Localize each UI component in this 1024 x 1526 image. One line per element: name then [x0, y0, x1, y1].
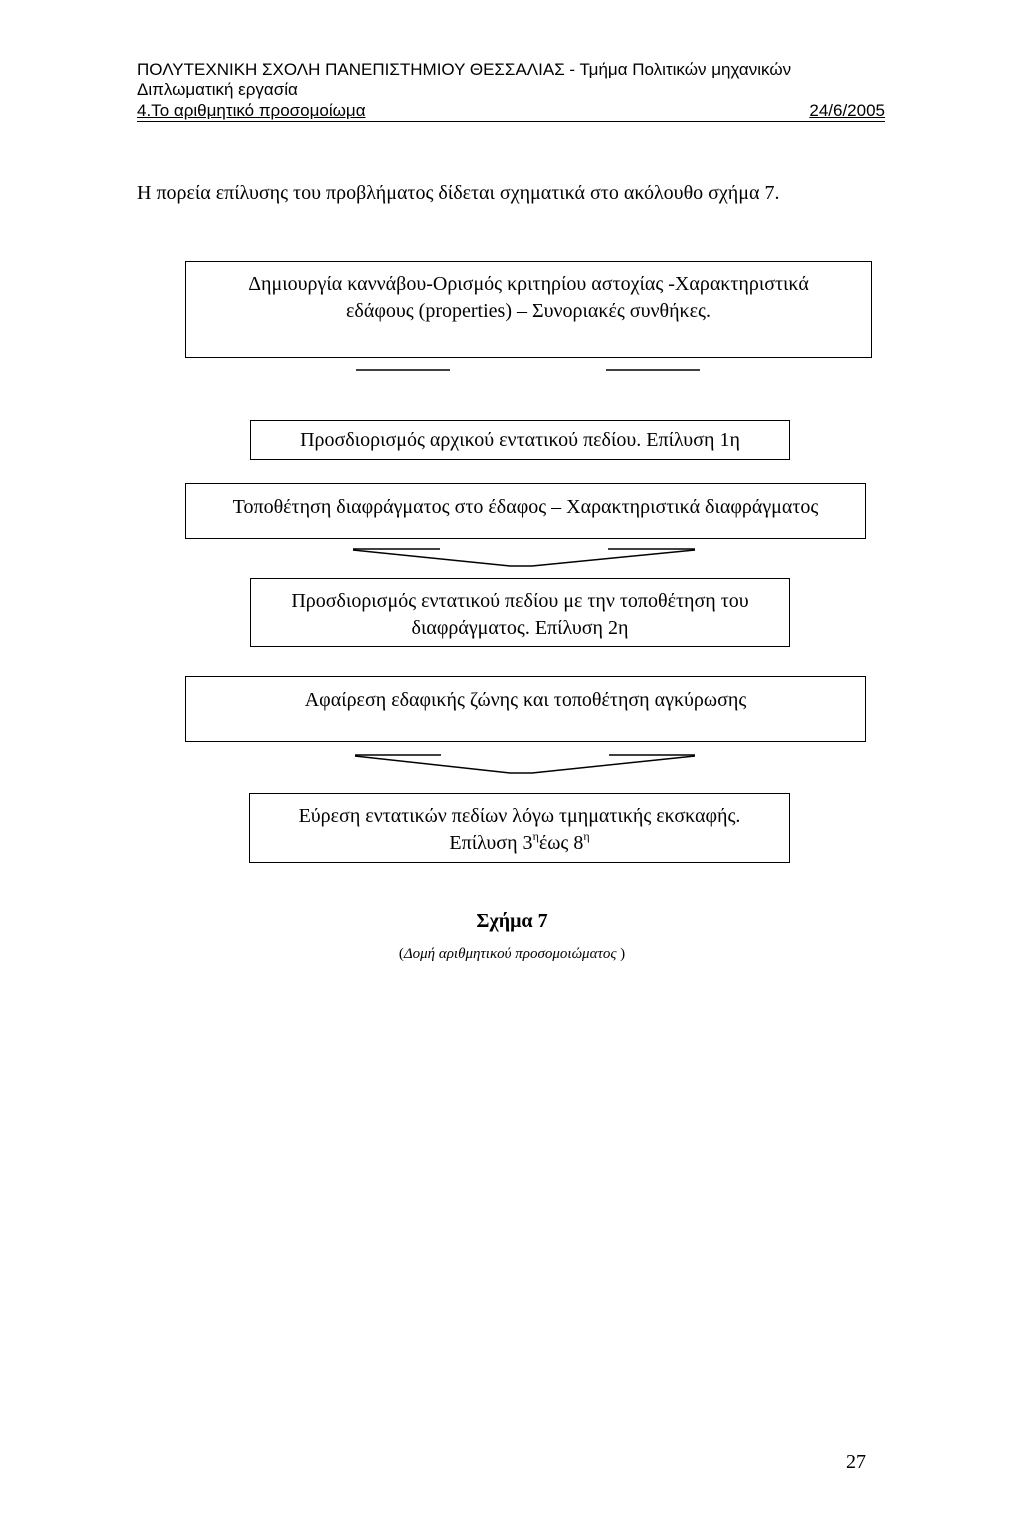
header-institution: ΠΟΛΥΤΕΧΝΙΚΗ ΣΧΟΛΗ ΠΑΝΕΠΙΣΤΗΜΙΟΥ ΘΕΣΣΑΛΙΑΣ - Τμήμα Πολιτικών μηχανικών: [137, 60, 792, 79]
figure-caption: [0, 944, 1024, 964]
flow-step-stress-with-wall: [250, 578, 790, 647]
flow-step-initial-stress: [250, 420, 790, 460]
funnel-arrow-2: [355, 755, 695, 773]
funnel-arrow-1: [353, 549, 695, 566]
flow-step-text: Προσδιορισμός αρχικού εντατικού πεδίου. Επίλυση 1η: [300, 429, 740, 451]
superscript: η: [583, 829, 590, 843]
flow-step-wall-placement: [185, 483, 866, 539]
superscript: η: [532, 829, 539, 843]
header-thesis-type: Διπλωματική εργασία: [137, 80, 298, 99]
flow-step-text: Εύρεση εντατικών πεδίων λόγω τμηματικής εκσκαφής.: [298, 805, 741, 827]
caption-paren: ): [616, 946, 626, 962]
header-section-title: 4.Το αριθμητικό προσομοίωμα: [137, 101, 366, 120]
flow-step-text: εδάφους (properties) – Συνοριακές συνθήκες.: [346, 300, 711, 322]
flow-step-staged-excavation: [249, 793, 790, 863]
flow-step-excavation-anchor: [185, 676, 866, 742]
flow-step-mesh-definition: [185, 261, 872, 358]
flow-step-text: Προσδιορισμός εντατικού πεδίου με την τοποθέτηση του: [291, 590, 749, 612]
flow-step-text-line2: [250, 830, 789, 857]
flow-step-text-part: Επίλυση 3: [449, 832, 533, 854]
flow-step-text: διαφράγματος. Επίλυση 2η: [411, 617, 629, 639]
caption-paren: (: [398, 946, 404, 962]
figure-title: Σχήμα 7: [476, 910, 548, 932]
flow-step-text: Δημιουργία καννάβου-Ορισμός κριτηρίου αστοχίας -Χαρακτηριστικά: [248, 273, 809, 295]
flow-step-text-part: έως 8: [538, 832, 584, 854]
page-number: 27: [846, 1451, 866, 1473]
intro-paragraph: Η πορεία επίλυσης του προβλήματος δίδεται σχηματικά στο ακόλουθο σχήμα 7.: [137, 182, 780, 204]
flow-step-text: Τοποθέτηση διαφράγματος στο έδαφος – Χαρακτηριστικά διαφράγματος: [232, 496, 819, 518]
header-date: 24/6/2005: [809, 101, 885, 120]
flow-step-text: Αφαίρεση εδαφικής ζώνης και τοποθέτηση αγκύρωσης: [304, 689, 747, 711]
caption-text: Δομή αριθμητικού προσομοιώματος: [403, 946, 617, 962]
